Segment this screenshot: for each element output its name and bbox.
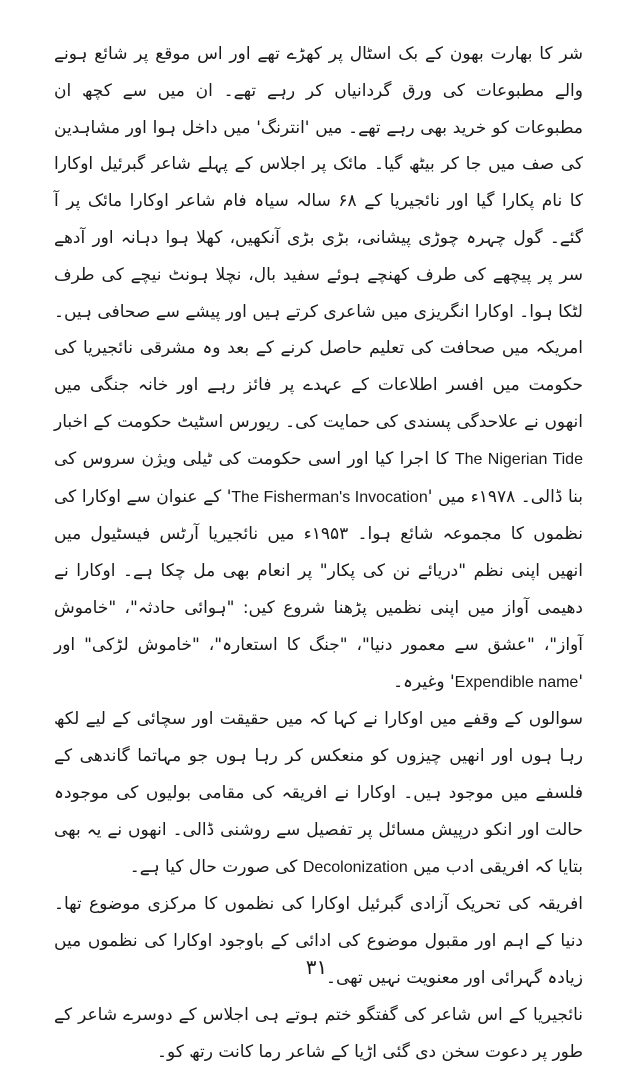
text-segment: کی صورت حال کیا ہے۔	[129, 856, 303, 877]
text-segment: شر کا بھارت بھون کے بک اسٹال پر کھڑے تھے اور اس موقع پر شائع ہونے والے مطبوعات کی ورق گردانیاں کر رہے تھے۔ ان میں سے کچھ ان مطبوعات کو خرید بھی رہے تھے۔ میں 'انترنگ' میں داخل ہوا اور مشاہدین کی صف میں جا کر بیٹھ گیا۔ مائک پر اجلاس کے پہلے شاعر گبرئیل اوکارا کا نام پکارا گیا اور نائجیریا کے ۶۸ سالہ سیاہ فام شاعر اوکارا مائک پر آ گئے۔ گول چہرہ چوڑی پیشانی، بڑی بڑی آنکھیں، کھلا ہوا دہانہ اور آدھے سر پر پیچھے کی طرف کھنچے ہوئے سفید بال، نچلا ہونٹ نیچے کی طرف لٹکا ہوا۔ اوکارا انگریزی میں شاعری کرتے ہیں اور پیشے سے صحافی ہیں۔ امریکہ میں صحافت کی تعلیم حاصل کرنے کے بعد وہ مشرقی نائجیریا کی حکومت میں افسر اطلاعات کے عہدے پر فائز رہے اور خانہ جنگی میں انھوں نے علاحدگی پسندی کی حمایت کی۔ ریورس اسٹیٹ حکومت کے اخبار	[54, 44, 584, 432]
english-newspaper-title: The Nigerian Tide	[454, 450, 583, 468]
text-segment: ' وغیرہ۔	[393, 671, 455, 692]
page-number: ۳۱	[305, 955, 328, 979]
paragraph-2	[54, 701, 583, 886]
body-text	[54, 36, 583, 1070]
english-book-title: The Fisherman's Invocation	[231, 488, 428, 506]
english-term: Decolonization	[302, 858, 408, 876]
text-segment: نائجیریا کے اس شاعر کی گفتگو ختم ہوتے ہی اجلاس کے دوسرے شاعر کے طور پر دعوت سخن دی گئی اڑیا کے شاعر رما کانت رتھ کو۔	[54, 1004, 583, 1062]
text-segment: کا اجرا کیا اور اسی حکومت کی ٹیلی ویژن سروس کی بنا ڈالی۔ ۱۹۷۸ء میں '	[54, 448, 583, 507]
paragraph-4	[54, 997, 583, 1071]
paragraph-3	[54, 886, 583, 996]
english-poem-title: Expendible name	[454, 673, 579, 691]
text-segment: افریقہ کی تحریک آزادی گبرئیل اوکارا کی نظموں کا مرکزی موضوع تھا۔ دنیا کے اہم اور مقبول موضوع کی ادائی کے باوجود اوکارا کی نظموں میں زیادہ گہرائی اور معنویت نہیں تھی۔	[54, 894, 583, 988]
text-segment: سوالوں کے وقفے میں اوکارا نے کہا کہ میں حقیقت اور سچائی کے لیے لکھ رہا ہوں اور انھیں چیزوں کو منعکس کر رہا ہوں جو مہاتما گاندھی کے فلسفے میں موجود ہیں۔ اوکارا نے افریقہ کی مقامی بولیوں کی موجودہ حالت اور انکو درپیش مسائل پر تفصیل سے روشنی ڈالی۔ انھوں نے یہ بھی بتایا کہ افریقی ادب میں	[54, 709, 583, 877]
text-segment: ' کے عنوان سے اوکارا کی نظموں کا مجموعہ شائع ہوا۔ ۱۹۵۳ء میں نائجیریا آرٹس فیسٹیول میں انھیں اپنی نظم "دریائے نن کی پکار" پر انعام بھی مل چکا ہے۔ اوکارا نے دھیمی آواز میں اپنی نظمیں پڑھنا شروع کیں: "ہوائی حادثہ"، "خاموش آواز"، "عشق سے معمور دنیا"، "جنگ کا استعارہ"، "خاموش لڑکی" اور '	[54, 486, 583, 692]
paragraph-1	[54, 36, 583, 701]
